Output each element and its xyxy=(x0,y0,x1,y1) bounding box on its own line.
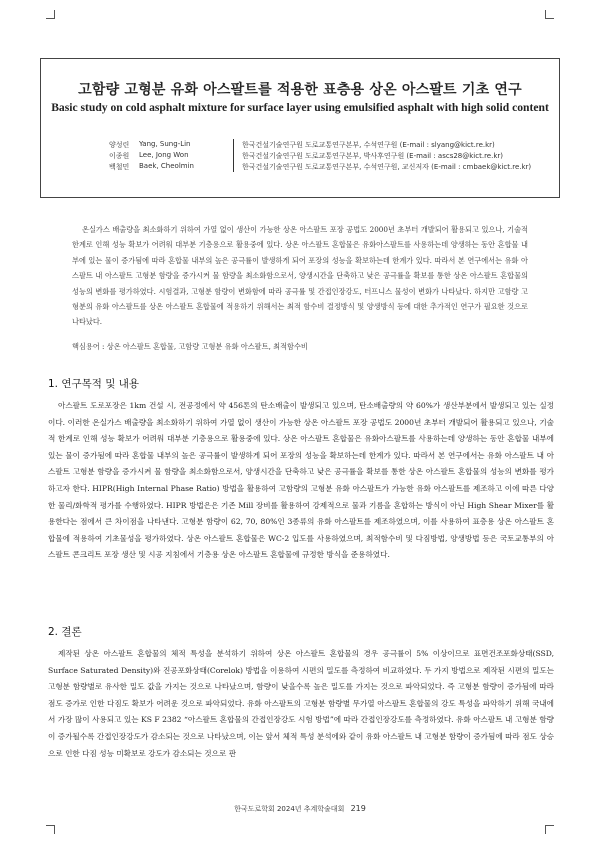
author-row xyxy=(109,161,549,172)
section-2-heading: 2. 결론 xyxy=(48,626,82,638)
conference-name: 한국도로학회 2024년 추계학술대회 xyxy=(234,805,345,813)
section-2-body: 제작된 상온 아스팔트 혼합물의 체적 특성을 분석하기 위하여 상온 아스팔트 혼합물의 경우 공극률이 5% 이상이므로 표면건조포화상태(SSD, Surface Saturated Density)와 진공포화상태(Corelok) 방법을 이용하여 시편의 밀도를 측정하여 비교하였다. 두 가지 방법으로 제작된 시편의 밀도는 고형분 함량별로 유사한 밀도 값을 가지는 것으로 나타났으며, 함량이 낮을수록 높은 밀도를 가지는 것으로 파악되었다. 즉 고형분 함량이 증가됨에 따라 점도 증가로 인한 다짐도 확보가 어려운 것으로 파악되었다. 유화 아스팔트의 고형분 함량별 무가열 아스팔트 혼합물의 강도 특성을 파악하기 위해 국내에서 가장 많이 사용되고 있는 KS F 2382 “아스팔트 혼합물의 간접인장강도 시험 방법”에 따라 간접인장강도를 측정하였다. 유화 아스팔트 내 고형분 함량이 증가될수록 간접인장강도가 감소되는 것으로 나타났으며, 이는 앞서 체적 특성 분석에와 같이 유화 아스팔트 내 고형분 함량이 증가됨에 따라 점도 상승으로 인한 다짐 성능 미확보로 강도가 감소되는 것으로 판 xyxy=(48,649,554,758)
author-name-en: Baek, Cheolmin xyxy=(139,161,234,172)
author-name-ko: 양성린 xyxy=(109,140,130,149)
section-1-body: 아스팔트 도로포장은 1km 건설 시, 전공정에서 약 456톤의 탄소배출이 발생되고 있으며, 탄소배출량의 약 60%가 생산부분에서 발생되고 있는 실정이다. 이러한 온실가스 배출량을 최소화하기 위하여 가열 없이 생산이 가능한 상온 아스팔트 포장 공법도 2000년 초부터 개발되어 활용되고 있으나, 기술적 한계로 인해 성능 확보가 어려워 대부분 기층용으로 활용중에 있다. 상온 아스팔트 혼합물은 유화아스팔트를 사용하는데 양생하는 동안 혼합물 내부에 있는 물이 증가됨에 따라 혼합물 내부의 높은 공극률이 발생하게 되어 포장의 성능을 확보하는데 한계가 있다. 따라서 본 연구에서는 유화 아스팔트 내 아스팔트 고형분 함량을 증가시켜 물 함량을 최소화함으로서, 양생시간을 단축하고 낮은 공극률을 확보를 통한 상온 아스팔트 혼합물의 성능의 변화를 평가하고자 한다. HIPR(High Internal Phase Ratio) 방법을 활용하여 고함량의 고형분 유화 아스팔트가 가능한 유화 아스팔트를 제조하고 이에 따른 다양한 물리/화학적 평가를 수행하였다. HIPR 방법은은 기존 Mill 장비를 활용하여 강제적으로 물과 기름을 혼합하는 방식이 아닌 High Shear Mixer를 활용한다는 점에서 큰 차이점을 나타낸다. 고형분 함량이 62, 70, 80%인 3종류의 유화 아스팔트를 제조하였으며, 이를 사용하여 표층용 상온 아스팔트 혼합물에 적용하여 기초물성을 평가하였다. 상온 아스팔트 혼합물은 WC-2 입도를 사용하였으며, 최적함수비 및 다짐방법, 양생방법 등은 국토교통부의 아스팔트 콘크리트 포장 생산 및 시공 지침에서 기층용 상온 아스팔트 혼합물에 규정한 방식을 준용하였다. xyxy=(48,401,554,560)
author-name-en: Yang, Sung-Lin xyxy=(139,139,234,150)
crop-mark-top-right xyxy=(545,10,554,19)
author-row xyxy=(109,139,549,150)
title-box xyxy=(40,58,560,198)
author-name-ko: 이종원 xyxy=(109,151,130,160)
author-affiliation: 한국건설기술연구원 도로교통연구본부, 박사후연구원 (E-mail : ascs28@kict.re.kr) xyxy=(242,151,503,160)
abstract: 온실가스 배출량을 최소화하기 위하여 가열 없이 생산이 가능한 상온 아스팔트 포장 공법도 2000년 초부터 개발되어 활용되고 있으나, 기술적 한계로 인해 성능 확보가 어려워 대부분 기층용으로 활용중에 있다. 상온 아스팔트 혼합물은 유화아스팔트를 사용하는데 양생하는 동안 혼합물 내부에 있는 물이 증가됨에 따라 혼합물 내부의 높은 공극률이 발생하게 되어 포장의 성능을 확보하는데 한계가 있다. 따라서 본 연구에서는 유화 아스팔트 내 아스팔트 고형분 함량을 증가시켜 물 함량을 최소화함으로서, 양생시간을 단축하고 낮은 공극률을 확보를 통한 상온 아스팔트 혼합물의 성능의 변화를 평가하였다. 시험결과, 고형분 함량이 변화함에 따라 공극률 및 간접인장강도, 터프니스 물성이 변화가 나타났다. 하지만 고함량 고형분의 유화 아스팔트를 상온 아스팔트 혼합물에 적용하기 위해서는 최적 함수비 결정방식 및 양생방식 등에 대한 추가적인 연구가 필요한 것으로 나타났다. xyxy=(72,225,528,327)
author-name-ko: 백철민 xyxy=(109,162,130,171)
crop-mark-bottom-left xyxy=(46,825,55,834)
author-name-en: Lee, Jong Won xyxy=(139,150,234,161)
title-korean: 고함량 고형분 유화 아스팔트를 적용한 표층용 상온 아스팔트 기초 연구 xyxy=(78,82,522,98)
crop-mark-top-left xyxy=(46,10,55,19)
author-row xyxy=(109,150,549,161)
section-1-heading: 1. 연구목적 및 내용 xyxy=(48,378,140,390)
author-list xyxy=(109,139,549,172)
author-affiliation: 한국건설기술연구원 도로교통연구본부, 수석연구원, 교신저자 (E-mail : cmbaek@kict.re.kr) xyxy=(242,162,532,171)
title-english: Basic study on cold asphalt mixture for surface layer using emulsified asphalt with high solid content xyxy=(51,101,549,114)
page-number: 219 xyxy=(350,804,366,813)
crop-mark-bottom-right xyxy=(545,825,554,834)
author-affiliation: 한국건설기술연구원 도로교통연구본부, 수석연구원 (E-mail : slyang@kict.re.kr) xyxy=(242,140,495,149)
page-footer xyxy=(0,804,600,814)
keywords: 핵심용어 : 상온 아스팔트 혼합물, 고함량 고형분 유화 아스팔트, 최적함수비 xyxy=(72,342,308,351)
